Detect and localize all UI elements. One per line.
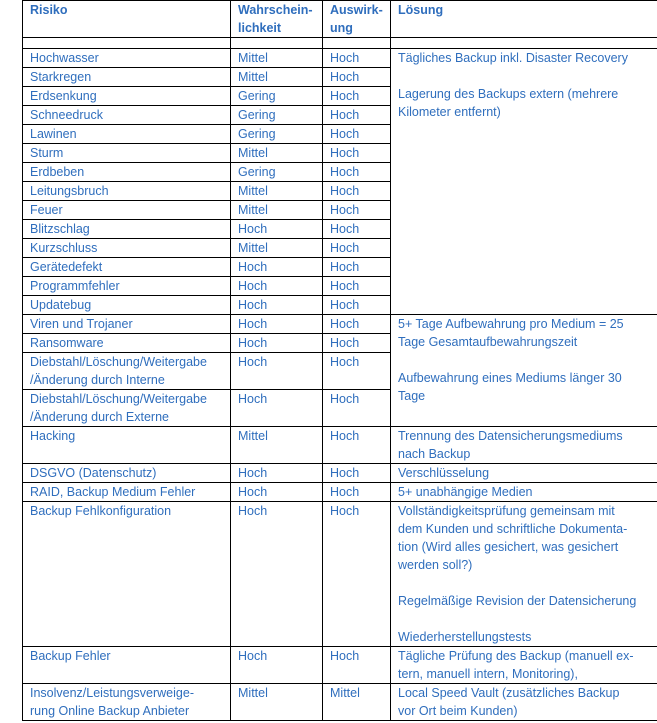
risk-cell: Backup Fehlkonfiguration — [23, 502, 231, 647]
table-row — [23, 427, 657, 464]
impact-cell: Hoch — [323, 315, 391, 334]
impact-cell: Hoch — [323, 68, 391, 87]
impact-cell: Hoch — [323, 220, 391, 239]
probability-cell: Hoch — [231, 296, 323, 315]
table-row — [23, 502, 657, 647]
risk-cell: Kurzschluss — [23, 239, 231, 258]
table-row — [23, 315, 657, 334]
impact-cell: Hoch — [323, 353, 391, 390]
probability-cell: Hoch — [231, 647, 323, 684]
impact-cell: Hoch — [323, 87, 391, 106]
impact-cell: Hoch — [323, 647, 391, 684]
impact-cell: Hoch — [323, 49, 391, 68]
risk-cell: Programmfehler — [23, 277, 231, 296]
solution-cell-hacking: Trennung des Datensicherungsmediums nach Backup — [391, 427, 657, 464]
impact-cell: Mittel — [323, 684, 391, 721]
risk-cell: DSGVO (Datenschutz) — [23, 464, 231, 483]
probability-cell: Gering — [231, 106, 323, 125]
probability-cell: Mittel — [231, 684, 323, 721]
probability-cell: Mittel — [231, 68, 323, 87]
risk-cell: Viren und Trojaner — [23, 315, 231, 334]
impact-cell: Hoch — [323, 239, 391, 258]
impact-cell: Hoch — [323, 390, 391, 427]
header-solution: Lösung — [391, 1, 657, 38]
impact-cell: Hoch — [323, 277, 391, 296]
risk-cell: Schneedruck — [23, 106, 231, 125]
solution-cell-natural: Tägliches Backup inkl. Disaster Recovery Lagerung des Backups extern (mehrere Kilometer entfernt) — [391, 49, 657, 315]
risk-table — [22, 0, 657, 721]
probability-cell: Mittel — [231, 144, 323, 163]
impact-cell: Hoch — [323, 125, 391, 144]
probability-cell: Mittel — [231, 182, 323, 201]
probability-cell: Mittel — [231, 49, 323, 68]
risk-cell: RAID, Backup Medium Fehler — [23, 483, 231, 502]
probability-cell: Gering — [231, 125, 323, 144]
risk-cell: Sturm — [23, 144, 231, 163]
table-row — [23, 647, 657, 684]
header-row — [23, 1, 657, 38]
probability-cell: Mittel — [231, 239, 323, 258]
risk-cell: Ransomware — [23, 334, 231, 353]
impact-cell: Hoch — [323, 334, 391, 353]
probability-cell: Hoch — [231, 464, 323, 483]
impact-cell: Hoch — [323, 182, 391, 201]
solution-cell-backup-error: Tägliche Prüfung des Backup (manuell ex- tern, manuell intern, Monitoring), — [391, 647, 657, 684]
solution-cell-config: Vollständigkeitsprüfung gemeinsam mit dem Kunden und schriftliche Dokumenta- tion (Wird alles gesichert, was gesichert werden soll?) Regelmäßige Revision der Datensicherung Wiederherstellungstests — [391, 502, 657, 647]
probability-cell: Hoch — [231, 483, 323, 502]
table-row — [23, 464, 657, 483]
table-row — [23, 49, 657, 68]
risk-cell: Erdsenkung — [23, 87, 231, 106]
risk-cell: Backup Fehler — [23, 647, 231, 684]
risk-cell: Feuer — [23, 201, 231, 220]
impact-cell: Hoch — [323, 106, 391, 125]
solution-cell-malware: 5+ Tage Aufbewahrung pro Medium = 25 Tage Gesamtaufbewahrungszeit Aufbewahrung eines Mediums länger 30 Tage — [391, 315, 657, 427]
solution-cell-raid: 5+ unabhängige Medien — [391, 483, 657, 502]
risk-cell: Lawinen — [23, 125, 231, 144]
impact-cell: Hoch — [323, 163, 391, 182]
header-risk: Risiko — [23, 1, 231, 38]
risk-cell: Diebstahl/Löschung/Weitergabe /Änderung durch Interne — [23, 353, 231, 390]
probability-cell: Hoch — [231, 390, 323, 427]
probability-cell: Hoch — [231, 220, 323, 239]
solution-cell-dsgvo: Verschlüsselung — [391, 464, 657, 483]
probability-cell: Hoch — [231, 277, 323, 296]
probability-cell: Hoch — [231, 353, 323, 390]
impact-cell: Hoch — [323, 427, 391, 464]
table-row — [23, 483, 657, 502]
solution-cell-insolvency: Local Speed Vault (zusätzliches Backup vor Ort beim Kunden) — [391, 684, 657, 721]
risk-cell: Gerätedefekt — [23, 258, 231, 277]
risk-cell: Starkregen — [23, 68, 231, 87]
probability-cell: Hoch — [231, 315, 323, 334]
table-row — [23, 684, 657, 721]
impact-cell: Hoch — [323, 296, 391, 315]
risk-cell: Updatebug — [23, 296, 231, 315]
probability-cell: Hoch — [231, 502, 323, 647]
impact-cell: Hoch — [323, 483, 391, 502]
risk-cell: Hacking — [23, 427, 231, 464]
probability-cell: Hoch — [231, 258, 323, 277]
impact-cell: Hoch — [323, 258, 391, 277]
probability-cell: Mittel — [231, 427, 323, 464]
impact-cell: Hoch — [323, 201, 391, 220]
risk-table-container — [22, 0, 657, 721]
impact-cell: Hoch — [323, 144, 391, 163]
impact-cell: Hoch — [323, 502, 391, 647]
impact-cell: Hoch — [323, 464, 391, 483]
risk-cell: Diebstahl/Löschung/Weitergabe /Änderung durch Externe — [23, 390, 231, 427]
probability-cell: Mittel — [231, 201, 323, 220]
risk-cell: Insolvenz/Leistungsverweige- rung Online Backup Anbieter — [23, 684, 231, 721]
spacer-row — [23, 38, 657, 49]
risk-cell: Blitzschlag — [23, 220, 231, 239]
probability-cell: Hoch — [231, 334, 323, 353]
risk-cell: Erdbeben — [23, 163, 231, 182]
probability-cell: Gering — [231, 163, 323, 182]
probability-cell: Gering — [231, 87, 323, 106]
header-impact: Auswirk- ung — [323, 1, 391, 38]
risk-cell: Hochwasser — [23, 49, 231, 68]
header-probability: Wahrschein- lichkeit — [231, 1, 323, 38]
risk-cell: Leitungsbruch — [23, 182, 231, 201]
